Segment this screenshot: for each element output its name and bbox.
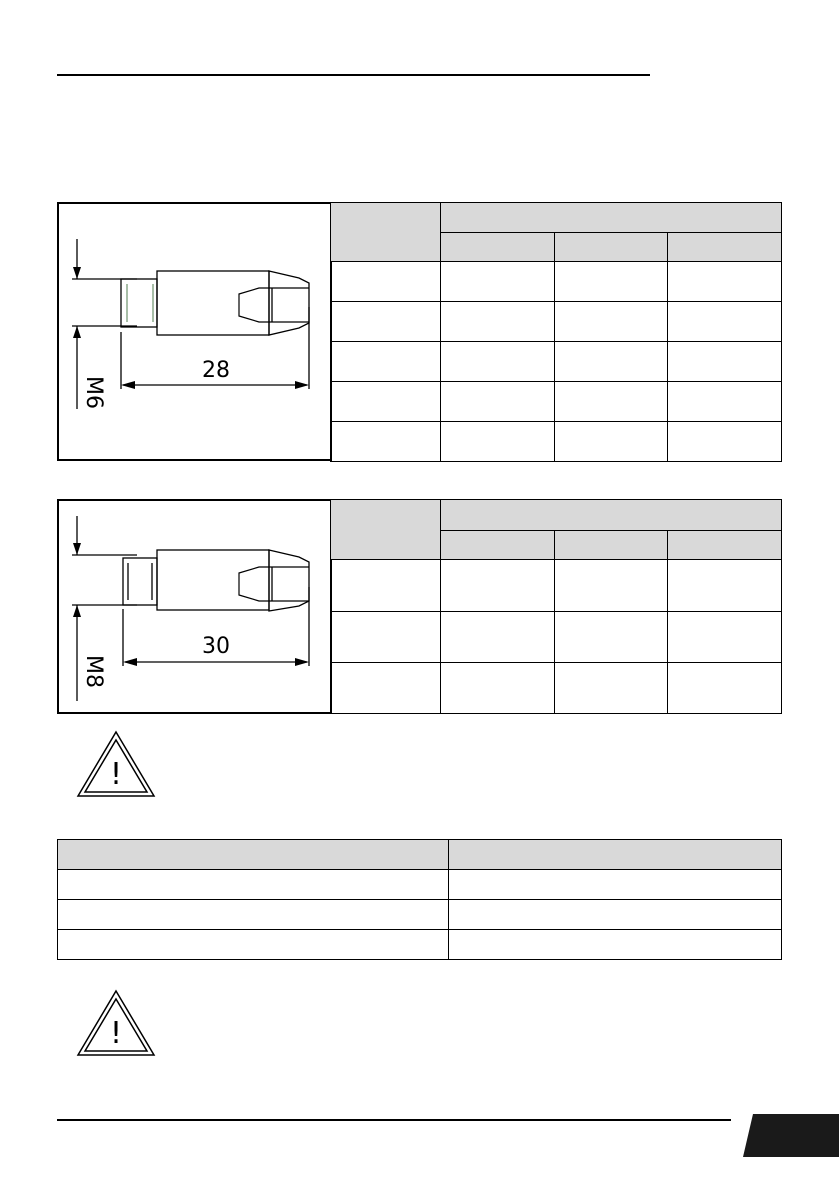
tip-m8-subheader [555,531,668,560]
table-cell [668,302,782,342]
tip-m6-header-cell [331,203,441,262]
table-cell [331,662,441,713]
tip-m8-header-cell [331,500,441,560]
table-cell [668,342,782,382]
table-cell [441,422,555,462]
table-cell [441,342,555,382]
table-cell [449,900,782,930]
tip-m8-thread-label: M8 [81,655,106,688]
table-cell [441,662,555,713]
table-cell [668,611,782,662]
warning-triangle-icon [76,730,156,798]
table-cell [331,302,441,342]
table-cell [331,611,441,662]
table-cell [441,262,555,302]
tip-m8-header-group [441,500,782,531]
tip-m8-drawing [59,501,330,712]
tip-m8-subheader [668,531,782,560]
table-cell [555,560,668,611]
warning-triangle-icon [76,989,156,1057]
table-cell [449,870,782,900]
table-cell [449,930,782,960]
tip-m6-header-group [441,203,782,233]
table-cell [555,382,668,422]
table-cell [668,382,782,422]
table-cell [58,870,449,900]
table-cell [555,342,668,382]
table-cell [668,662,782,713]
table-cell [331,560,441,611]
tip-m8-subheader [441,531,555,560]
table-cell [555,611,668,662]
table-cell [441,611,555,662]
table-cell [331,422,441,462]
header-rule [57,74,650,76]
tip-m6-length-label: 28 [202,358,230,383]
tip-m6-subheader [668,233,782,262]
tip-m6-subheader [555,233,668,262]
warning-glyph: ! [109,1016,123,1051]
tip-m6-thread-label: M6 [81,376,106,409]
table-cell [58,900,449,930]
tip-m8-table [330,499,782,714]
tip-m8-length-label: 30 [202,634,230,659]
table-cell [441,560,555,611]
tip-m6-subheader [441,233,555,262]
table-cell [555,662,668,713]
table-cell [555,262,668,302]
tip-m6-drawing [59,204,330,459]
table-cell [331,342,441,382]
spec-table [57,839,782,960]
table-cell [331,262,441,302]
table-cell [668,422,782,462]
page-number-tab [743,1114,839,1157]
table-cell [668,262,782,302]
table-cell [668,560,782,611]
table-cell [58,930,449,960]
table-cell [555,302,668,342]
spec-table-header [58,840,449,870]
table-cell [441,382,555,422]
spec-table-header [449,840,782,870]
warning-glyph: ! [109,757,123,792]
table-cell [441,302,555,342]
table-cell [555,422,668,462]
footer-rule [57,1119,731,1121]
tip-m6-table [330,202,782,462]
table-cell [331,382,441,422]
